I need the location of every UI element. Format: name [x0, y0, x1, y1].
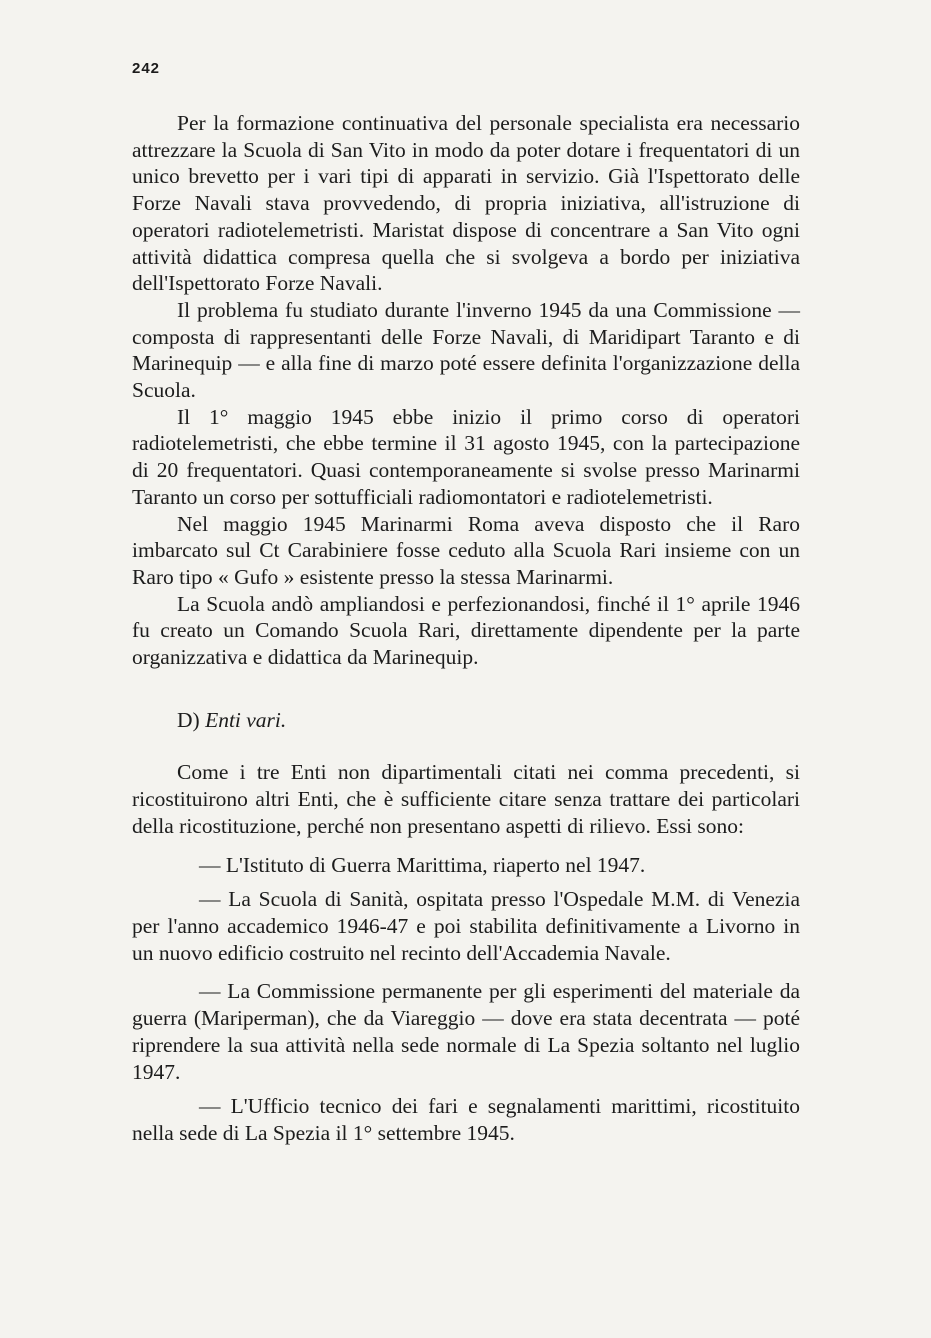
list-item-sanita: — La Scuola di Sanità, ospitata presso l'Ospedale M.M. di Venezia per l'anno accademico 1946-47 e poi stabilita definitivamente a Livorno in un nuovo edificio costruito nel recinto dell'Accademia Navale.	[132, 887, 800, 965]
section-heading	[132, 707, 800, 734]
section-title: Enti vari.	[205, 707, 287, 732]
paragraph-raro: Nel maggio 1945 Marinarmi Roma aveva disposto che il Raro imbarcato sul Ct Carabiniere fosse ceduto alla Scuola Rari insieme con un Raro tipo « Gufo » esistente presso la stessa Marinarmi.	[132, 511, 800, 589]
page-number: 242	[132, 60, 161, 77]
paragraph-training: Per la formazione continuativa del personale specialista era necessario attrezzare la Scuola di San Vito in modo da poter dotare i frequentatori di un unico brevetto per i vari tipi di apparati in servizio. Già l'Ispettorato delle Forze Navali stava provvedendo, di propria iniziativa, all'istruzione di operatori radiotelemetristi. Maristat dispose di concentrare a San Vito ogni attività didattica compresa quella che si svolgeva a bordo per iniziativa dell'Ispettorato Forze Navali.	[132, 111, 800, 296]
list-item-mariperman: — La Commissione permanente per gli esperimenti del materiale da guerra (Mariperman), che da Viareggio — dove era stata decentrata — poté riprendere la sua attività nella sede normale di La Spezia soltanto nel luglio 1947.	[132, 979, 800, 1084]
document-body	[132, 110, 800, 1147]
paragraph-commission: Il problema fu studiato durante l'inverno 1945 da una Commissione — composta di rappresentanti delle Forze Navali, di Maridipart Taranto e di Marinequip — e alla fine di marzo poté essere definita l'organizzazione della Scuola.	[132, 297, 800, 403]
list-item-istituto: — L'Istituto di Guerra Marittima, riaperto nel 1947.	[199, 852, 646, 877]
paragraph-intro: Come i tre Enti non dipartimentali citati nei comma precedenti, si ricostituirono altri Enti, che è sufficiente citare senza trattare dei particolari della ricostituzione, perché non presentano aspetti di rilievo. Essi sono:	[132, 760, 800, 838]
paragraph-first-course: Il 1° maggio 1945 ebbe inizio il primo corso di operatori radiotelemetristi, che ebbe termine il 31 agosto 1945, con la partecipazione di 20 frequentatori. Quasi contemporaneamente si svolse presso Marinarmi Taranto un corso per sottufficiali radiomontatori e radiotelemetristi.	[132, 404, 800, 509]
list-item-fari: — L'Ufficio tecnico dei fari e segnalamenti marittimi, ricostituito nella sede di La Spezia il 1° settembre 1945.	[132, 1094, 800, 1145]
section-letter: D)	[177, 707, 200, 732]
paragraph-scuola-rari: La Scuola andò ampliandosi e perfezionandosi, finché il 1° aprile 1946 fu creato un Comando Scuola Rari, direttamente dipendente per la parte organizzativa e didattica da Marinequip.	[132, 591, 800, 670]
